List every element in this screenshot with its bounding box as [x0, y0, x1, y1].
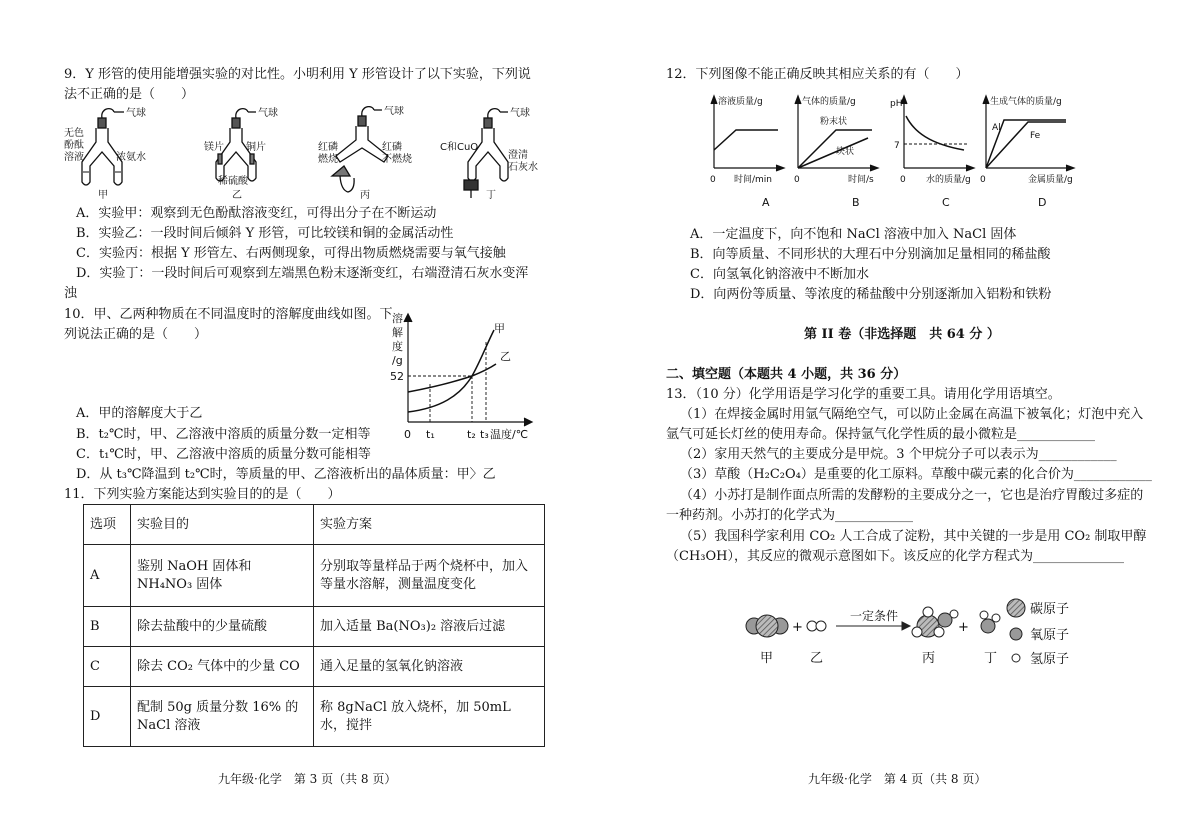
fig-jia-label-2: 酚酞 — [64, 140, 84, 151]
q12-option-d: D．向两份等质量、等浓度的稀盐酸中分别逐渐加入铝粉和铁粉 — [690, 287, 1052, 302]
legend-hydrogen: 氢原子 — [1030, 652, 1070, 667]
fig-jia-balloon: 气球 — [126, 108, 146, 119]
q13-part4-b: 一种药剂。小苏打的化学式为____________ — [666, 508, 914, 523]
fig-bing-balloon: 气球 — [384, 106, 404, 117]
q12d-label-fe: Fe — [1030, 131, 1041, 141]
q12-graphs — [700, 92, 1100, 212]
fig-bing-right-1: 红磷 — [382, 142, 402, 153]
q10-xlabel: 温度/℃ — [490, 428, 529, 441]
q12b-ylabel: 气体的质量/g — [802, 97, 856, 107]
svg-text:+: + — [958, 620, 969, 635]
svg-text:+: + — [792, 620, 803, 635]
q12d-xlabel: 金属质量/g — [1028, 175, 1073, 185]
q12c-ylabel: pH — [890, 99, 903, 109]
q12b-label-lump: 块状 — [836, 147, 855, 157]
q12b-label-powder: 粉末状 — [820, 117, 848, 127]
q10-ylabel-1: 溶 — [392, 312, 403, 325]
q12c-mark-7: 7 — [894, 141, 900, 151]
legend-oxygen-icon — [1010, 628, 1022, 640]
reaction-diagram — [740, 596, 1120, 672]
fig-ding-right-2: 石灰水 — [508, 162, 538, 173]
q12-option-b: B．向等质量、不同形状的大理石中分别滴加足量相同的稀盐酸 — [690, 247, 1051, 262]
q13-part5-b: （CH₃OH），其反应的微观示意图如下。该反应的化学方程式为______________ — [666, 549, 1124, 564]
q11-row-c-purpose: 除去 CO₂ 气体中的少量 CO — [131, 647, 314, 687]
q11-row-b-purpose: 除去盐酸中的少量硫酸 — [131, 607, 314, 647]
q11-header-option: 选项 — [84, 505, 131, 545]
q10-stem-1: 10．甲、乙两种物质在不同温度时的溶解度曲线如图。下 — [64, 307, 393, 322]
table-row — [84, 607, 545, 647]
q9-stem-1: 9．Y 形管的使用能增强实验的对比性。小明利用 Y 形管设计了以下实验，下列说 — [64, 67, 531, 82]
q9-option-c: C．实验丙：根据 Y 形管左、右两侧现象，可得出物质燃烧需要与氧气接触 — [76, 246, 506, 261]
q11-row-d-plan: 称 8gNaCl 放入烧杯，加 50mL 水，搅拌 — [314, 687, 545, 747]
q10-stem-2: 列说法正确的是（ ） — [64, 327, 208, 342]
q11-row-b-plan: 加入适量 Ba(NO₃)₂ 溶液后过滤 — [314, 607, 545, 647]
q13-part1-b: 氩气可延长灯丝的使用寿命。保持氩气化学性质的最小微粒是____________ — [666, 427, 1096, 442]
q11-row-a-plan: 分别取等量样品于两个烧杯中，加入等量水溶解，测量温度变化 — [314, 545, 545, 607]
fig-yi-left: 镁片 — [204, 142, 224, 153]
q10-curve-jia: 甲 — [494, 322, 505, 335]
q9-option-d-1: D．实验丁：一段时间后可观察到左端黑色粉末逐渐变红，右端澄清石灰水变浑 — [76, 266, 529, 281]
q9-option-b: B．实验乙：一段时间后倾斜 Y 形管，可比较镁和铜的金属活动性 — [76, 226, 454, 241]
q10-ylabel-2: 解 — [392, 326, 403, 339]
fig-ding-left: C和CuO — [440, 142, 479, 153]
page-footer-right: 九年级·化学 第 4 页（共 8 页） — [808, 772, 987, 786]
q12a-ylabel: 溶液质量/g — [718, 97, 763, 107]
q13-stem: 13．（10 分）化学用语是学习化学的重要工具。请用化学用语填空。 — [666, 387, 1061, 402]
legend-carbon: 碳原子 — [1030, 602, 1070, 617]
q10-y-value: 52 — [390, 370, 404, 383]
q11-row-c-option: C — [84, 647, 131, 687]
fig-bing-name: 丙 — [360, 190, 370, 201]
fig-ding-balloon: 气球 — [510, 108, 530, 119]
q11-table — [83, 504, 545, 747]
q10-solubility-graph — [360, 312, 550, 446]
q9-y-tube-figures — [60, 106, 560, 202]
q10-option-a: A．甲的溶解度大于乙 — [76, 406, 203, 421]
q10-origin: 0 — [404, 428, 411, 441]
q10-option-c: C．t₁℃时，甲、乙溶液中溶质的质量分数可能相等 — [76, 447, 371, 462]
q11-row-c-plan: 通入足量的氢氧化钠溶液 — [314, 647, 545, 687]
fig-jia-label-1: 无色 — [64, 128, 84, 139]
q12-option-a: A．一定温度下，向不饱和 NaCl 溶液中加入 NaCl 固体 — [690, 227, 1017, 242]
q11-row-b-option: B — [84, 607, 131, 647]
fig-yi-right: 铜片 — [246, 142, 266, 153]
q11-stem: 11．下列实验方案能达到实验目的的是（ ） — [64, 487, 341, 502]
q11-row-d-option: D — [84, 687, 131, 747]
table-row — [84, 545, 545, 607]
q13-part1-a: （1）在焊接金属时用氩气隔绝空气，可以防止金属在高温下被氧化；灯泡中充入 — [680, 407, 1144, 422]
q10-curve-yi: 乙 — [500, 350, 511, 363]
reaction-name-ding: 丁 — [984, 651, 998, 666]
q10-t3: t₃ — [480, 428, 489, 441]
q12a-origin: 0 — [710, 175, 716, 185]
reaction-condition: 一定条件 — [850, 609, 899, 623]
q12c-letter: C — [942, 196, 950, 209]
legend-oxygen: 氧原子 — [1030, 628, 1070, 643]
q11-header-plan: 实验方案 — [314, 505, 545, 545]
fig-yi-name: 乙 — [232, 190, 242, 201]
q11-row-a-option: A — [84, 545, 131, 607]
q13-part2: （2）家用天然气的主要成分是甲烷。3 个甲烷分子可以表示为____________ — [680, 447, 1117, 462]
fig-bing-left-2: 燃烧 — [318, 154, 338, 165]
q12b-xlabel: 时间/s — [848, 175, 874, 185]
q9-option-d-2: 浊 — [64, 286, 78, 301]
q10-option-d: D．从 t₃℃降温到 t₂℃时，等质量的甲、乙溶液析出的晶体质量：甲〉乙 — [76, 467, 496, 482]
page-footer-left: 九年级·化学 第 3 页（共 8 页） — [218, 772, 397, 786]
q12d-letter: D — [1038, 196, 1047, 209]
q12d-ylabel: 生成气体的质量/g — [990, 97, 1062, 107]
q11-row-d-purpose: 配制 50g 质量分数 16% 的 NaCl 溶液 — [131, 687, 314, 747]
q13-part5-a: （5）我国科学家利用 CO₂ 人工合成了淀粉，其中关键的一步是用 CO₂ 制取甲醇 — [680, 529, 1147, 544]
q12-option-c: C．向氢氧化钠溶液中不断加水 — [690, 267, 869, 282]
fig-jia-label-4: 浓氨水 — [116, 152, 146, 163]
q10-t1: t₁ — [426, 428, 435, 441]
q12b-letter: B — [852, 196, 860, 209]
q10-option-b: B．t₂℃时，甲、乙溶液中溶质的质量分数一定相等 — [76, 427, 371, 442]
legend-hydrogen-icon — [1012, 654, 1020, 662]
fig-bing-right-2: 不燃烧 — [382, 154, 412, 165]
q11-header-purpose: 实验目的 — [131, 505, 314, 545]
part2-title: 第 II 卷（非选择题 共 64 分 ） — [804, 327, 1000, 342]
fig-jia-name: 甲 — [98, 190, 108, 201]
q13-part3: （3）草酸（H₂C₂O₄）是重要的化工原料。草酸中碳元素的化合价为____________ — [680, 467, 1152, 482]
fig-yi-bottom: 稀硫酸 — [218, 176, 248, 187]
q12-stem: 12．下列图像不能正确反映其相应关系的有（ ） — [666, 67, 969, 82]
q12a-letter: A — [762, 196, 770, 209]
q10-t2: t₂ — [467, 428, 476, 441]
q10-ylabel-4: /g — [392, 354, 403, 367]
reaction-name-bing: 丙 — [922, 651, 936, 666]
legend-carbon-icon — [1007, 599, 1025, 617]
reaction-name-jia: 甲 — [760, 651, 774, 666]
q12a-xlabel: 时间/min — [734, 175, 773, 185]
fig-yi-balloon: 气球 — [258, 108, 278, 119]
q12c-xlabel: 水的质量/g — [926, 175, 971, 185]
q12b-origin: 0 — [794, 175, 800, 185]
fig-ding-name: 丁 — [486, 190, 496, 201]
fig-jia-label-3: 溶液 — [64, 152, 84, 163]
q13-part4-a: （4）小苏打是制作面点所需的发酵粉的主要成分之一，它也是治疗胃酸过多症的 — [680, 488, 1144, 503]
table-row — [84, 647, 545, 687]
table-row — [84, 687, 545, 747]
q12d-origin: 0 — [980, 175, 986, 185]
fig-bing-left-1: 红磷 — [318, 142, 338, 153]
q11-row-a-purpose: 鉴别 NaOH 固体和 NH₄NO₃ 固体 — [131, 545, 314, 607]
q12c-origin: 0 — [900, 175, 906, 185]
q10-ylabel-3: 度 — [392, 340, 403, 353]
section2-title: 二、填空题（本题共 4 小题，共 36 分） — [666, 367, 907, 382]
q12d-label-al: Al — [992, 123, 1001, 133]
fig-ding-right-1: 澄清 — [508, 150, 528, 161]
q9-stem-2: 法不正确的是（ ） — [64, 87, 195, 102]
reaction-name-yi: 乙 — [810, 651, 824, 666]
q9-option-a: A．实验甲：观察到无色酚酞溶液变红，可得出分子在不断运动 — [76, 206, 437, 221]
